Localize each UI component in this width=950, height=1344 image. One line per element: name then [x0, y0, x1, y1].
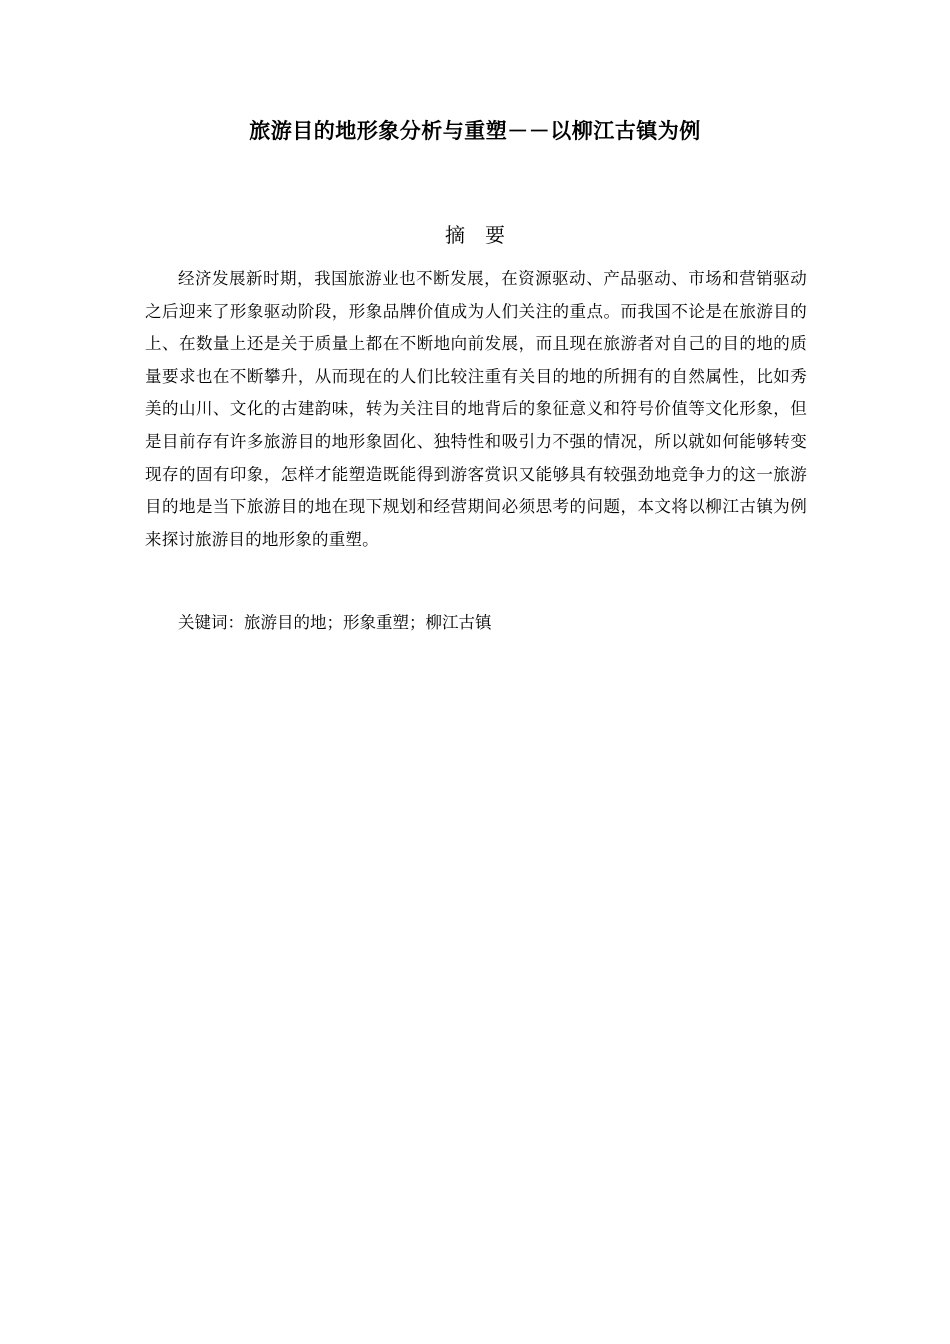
document-title: 旅游目的地形象分析与重塑－－以柳江古镇为例 [249, 118, 701, 143]
abstract-heading: 摘要 [445, 223, 525, 247]
abstract-body: 经济发展新时期，我国旅游业也不断发展，在资源驱动、产品驱动、市场和营销驱动之后迎来了形象驱动阶段，形象品牌价值成为人们关注的重点。而我国不论是在旅游目的上、在数量上还是关于质量上都在不断地向前发展，而且现在旅游者对自己的目的地的质量要求也在不断攀升，从而现在的人们比较注重有关目的地的所拥有的自然属性，比如秀美的山川、文化的古建韵味，转为关注目的地背后的象征意义和符号价值等文化形象，但是目前存有许多旅游目的地形象固化、独特性和吸引力不强的情况，所以就如何能够转变现存的固有印象，怎样才能塑造既能得到游客赏识又能够具有较强劲地竞争力的这一旅游目的地是当下旅游目的地在现下规划和经营期间必须思考的问题，本文将以柳江古镇为例来探讨旅游目的地形象的重塑。 [145, 269, 807, 549]
keywords-line: 关键词：旅游目的地；形象重塑；柳江古镇 [178, 613, 492, 632]
